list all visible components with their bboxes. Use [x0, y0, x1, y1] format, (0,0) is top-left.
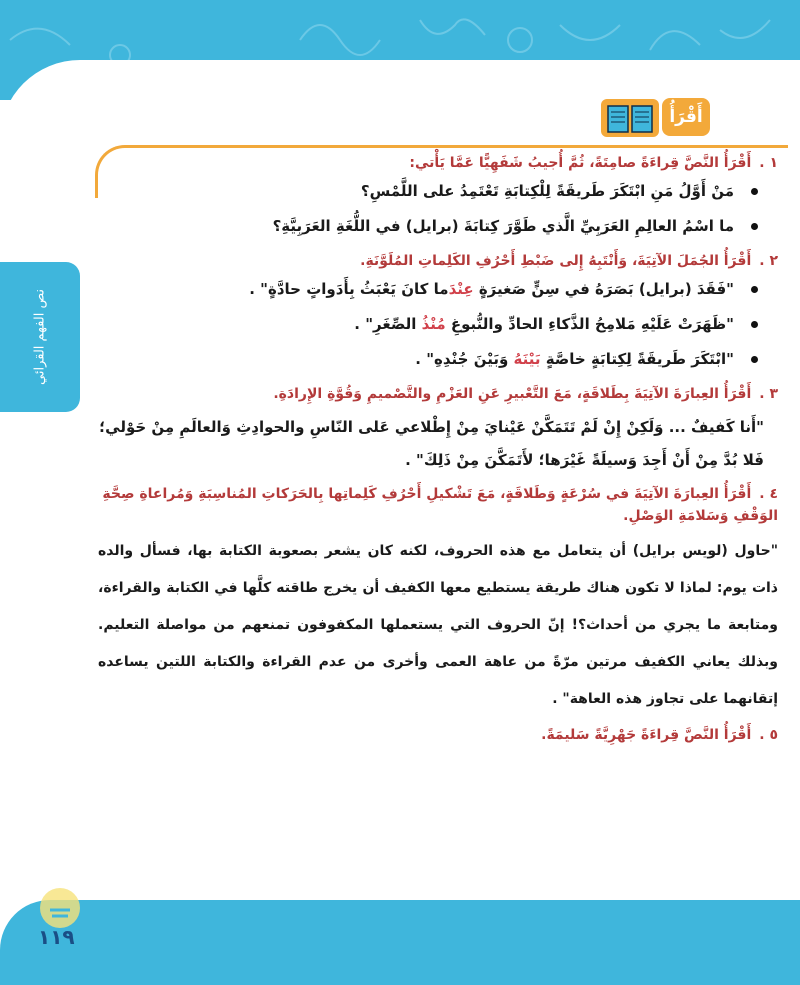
list-item: مَنْ أَوَّلُ مَنِ ابْتَكَرَ طَريقَةً لِلْكِتابَةِ تَعْتَمِدُ على اللَّمْسِ؟: [98, 180, 758, 202]
sidebar-label: نص الفهم القرائي: [32, 289, 48, 385]
exercise-content: [98, 152, 778, 752]
question-3-quote: "أَنا كَفيفٌ ... وَلَكِنْ إِنْ لَمْ تَتَمَكَّنْ عَيْنايَ مِنْ إِطْلاعي عَلى النّاسِ والحوادِثِ وَالعالَمِ مِنْ حَوْلي؛ فَلا بُدَّ مِنْ أَنْ أَجِدَ وَسيلَةً غَيْرَها؛ لأَتَمَكَّنَ مِنْ ذَلِكَ" .: [99, 418, 764, 469]
footer-band: [0, 900, 800, 985]
question-4: ٤ .أَقْرَأُ العِبارَةَ الآتِيَةَ في سُرْعَةٍ وَطَلاقَةٍ، مَعَ تَشْكيلِ أَحْرُفِ كَلِماتِها بِالحَرَكاتِ المُناسِبَةِ وَمُراعاةِ صِحَّةِ الوَقْفِ وَسَلامَةِ الوَصْلِ.: [102, 486, 778, 524]
page-number: ١١٩: [38, 925, 75, 949]
list-item: "ابْتَكَرَ طَريقَةً لِكِتابَةٍ خاصَّةٍ بَيْنَهُ وَبَيْنَ جُنْدِهِ" .: [98, 348, 758, 370]
list-item: "ظَهَرَتْ عَلَيْهِ مَلامِحُ الذَّكاءِ الحادِّ والنُّبوغِ مُنْذُ الصِّغَرِ" .: [98, 313, 758, 335]
read-heading: أَقْرَأُ: [662, 98, 710, 136]
list-item: "فَقَدَ (برايل) بَصَرَهُ في سِنٍّ صَغيرَةٍ عِنْدَما كانَ يَعْبَثُ بِأَدَواتٍ حادَّةٍ" .: [98, 278, 758, 300]
question-5: ٥ .أَقْرَأُ النَّصَّ قِراءَةً جَهْرِيَّةً سَليمَةً.: [541, 727, 778, 743]
question-2-list: [98, 278, 778, 370]
open-book-icon: [600, 98, 660, 138]
question-2: ٢ .أَقْرَأُ الجُمَلَ الآتِيَةَ، وَأَنْتَبِهُ إِلى ضَبْطِ أَحْرُفِ الكَلِماتِ المُلَوَّنَةِ.: [360, 253, 778, 269]
list-item: ما اسْمُ العالِمِ العَرَبِيِّ الَّذي طَوَّرَ كِتابَةَ (برايل) في اللُّغَةِ العَرَبِيَّةِ؟: [98, 215, 758, 237]
question-1: ١ .أَقْرَأُ النَّصَّ قِراءَةً صامِتَةً، ثُمَّ أُجيبُ شَفَهِيًّا عَمَّا يَأْتي:: [409, 155, 778, 171]
question-3: ٣ .أَقْرَأُ العِبارَةَ الآتِيَةَ بِطَلاقَةٍ، مَعَ التَّعْبيرِ عَنِ العَزْمِ والتَّصْميمِ وَقُوَّةِ الإِرادَةِ.: [273, 386, 778, 402]
question-1-list: [98, 180, 778, 237]
question-4-paragraph: "حاول (لويس برايل) أن يتعامل مع هذه الحروف، لكنه كان يشعر بصعوبة الكتابة بها، فسأل والده ذات يوم: لماذا لا تكون هناك طريقة يستطيع معها الكفيف أن يخرج طاقته كلَّها في الكتابة والقراءة، ومتابعة ما يجري من أحداث؟! إنّ الحروف التي يستعملها المكفوفون تمنعهم من مواصلة التعليم. وبذلك يعاني الكفيف مرتين مرّةً من عاهة العمى وأخرى من عدم القراءة والكتابة اللتين يساعده إتقانهما على تجاوز هذه العاهة" .: [98, 543, 778, 707]
